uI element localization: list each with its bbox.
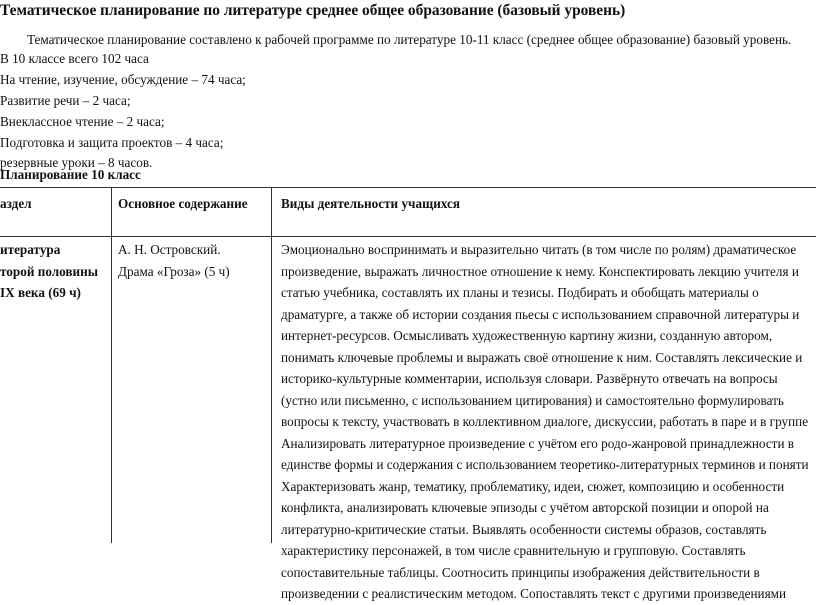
- activity-line: конфликта, анализировать ключевые эпизоды с учётом авторской позиции и опорой на: [281, 500, 769, 515]
- intro-speech-hours: Развитие речи – 2 часа;: [0, 93, 131, 108]
- activity-line: литературно-критические статьи. Выявлять особенности системы образов, составлять: [281, 521, 767, 537]
- intro-reserve-hours: резервные уроки – 8 часов.: [0, 155, 153, 170]
- intro-extra-reading-hours: Внеклассное чтение – 2 часа;: [0, 114, 165, 129]
- table-header-section: аздел: [0, 196, 32, 211]
- section-line: IX века (69 ч): [0, 285, 81, 300]
- activity-line: единстве формы и содержания с использованием теоретико-литературных терминов и поняти: [281, 457, 809, 472]
- activity-line: произведение, выражать личностное отношение к нему. Конспектировать лекцию учителя и: [281, 263, 799, 279]
- activity-line: понимать ключевые проблемы и выражать своё отношение к ним. Составлять лексические и: [281, 349, 803, 365]
- activity-line: произведении с реалистическим методом. Сопоставлять текст с другими произведениями: [281, 586, 787, 601]
- table-cell-activities: [281, 239, 816, 601]
- activity-line: историко-культурные комментарии, используя словари. Развёрнуто отвечать на вопросы: [281, 371, 778, 386]
- activity-line: вопросы к тексту, участвовать в коллективном диалоге, дискуссии, работать в паре и в группе: [281, 414, 809, 429]
- activity-line: Эмоционально воспринимать и выразительно читать (в том числе по ролям) драматическое: [281, 242, 797, 257]
- content-line: А. Н. Островский.: [118, 242, 221, 257]
- section-line: торой половины: [0, 263, 99, 279]
- section-subtitle: Планирование 10 класс: [0, 167, 141, 182]
- activity-line: Характеризовать жанр, тематику, проблематику, идеи, сюжет, композицию и особенности: [281, 478, 785, 494]
- activity-line: характеристику персонажей, в том числе сравнительную и групповую. Составлять: [281, 543, 746, 558]
- table-header-content: Основное содержание: [118, 196, 248, 211]
- intro-projects-hours: Подготовка и защита проектов – 4 часа;: [0, 135, 224, 150]
- section-line: итература: [0, 242, 61, 257]
- activity-line: сопоставительные таблицы. Соотносить принципы изображения действительности в: [281, 564, 760, 580]
- activity-line: драматурге, а также об истории создания пьесы с использованием справочной литературы и: [281, 306, 800, 322]
- table-header-activities: Виды деятельности учащихся: [281, 196, 460, 211]
- activity-line: (устно или письменно, с использованием цитирования) и самостоятельно формулировать: [281, 392, 784, 408]
- content-line: Драма «Гроза» (5 ч): [118, 263, 230, 279]
- intro-paragraph: Тематическое планирование составлено к рабочей программе по литературе 10-11 класс (среднее общее образование) базовый уровень.: [27, 32, 792, 47]
- activity-line: статью учебника, составлять их планы и тезисы. Подбирать и обобщать материалы о: [281, 285, 759, 300]
- table-cell-content: [118, 239, 264, 282]
- document-title: Тематическое планирование по литературе среднее общее образование (базовый уровень): [0, 2, 626, 19]
- intro-reading-hours: На чтение, изучение, обсуждение – 74 часа;: [0, 72, 246, 87]
- table-cell-section: [0, 239, 107, 304]
- activity-line: интернет-ресурсов. Осмысливать художественную картину жизни, созданную автором,: [281, 328, 773, 343]
- intro-total-hours: В 10 классе всего 102 часа: [0, 51, 149, 66]
- activity-line: Анализировать литературное произведение с учётом его родо-жанровой принадлежности в: [281, 435, 795, 451]
